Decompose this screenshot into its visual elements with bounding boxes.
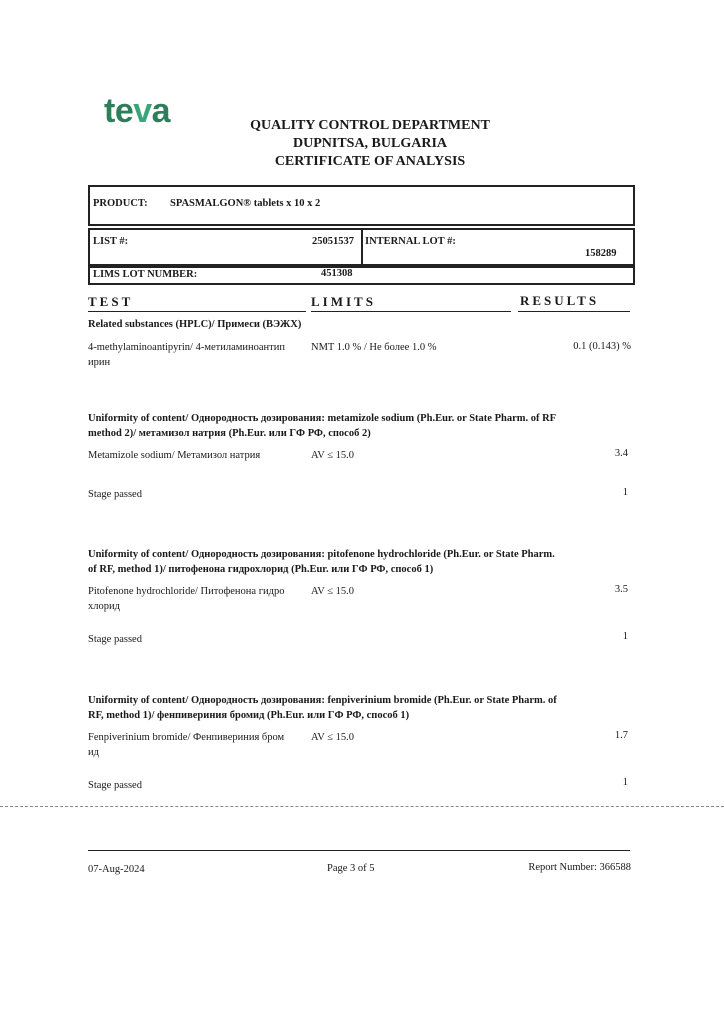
logo-text-c: a	[151, 92, 171, 130]
uniformity1-limit: AV ≤ 15.0	[311, 450, 355, 461]
lims-label: LIMS LOT NUMBER:	[93, 269, 198, 280]
internal-lot-value: 158289	[585, 248, 617, 259]
uniformity3-stage-label: Stage passed	[88, 780, 142, 791]
logo-text-a: te	[104, 92, 134, 130]
list-label: LIST #:	[93, 236, 129, 247]
uniformity1-name: Metamizole sodium/ Метамизол натрия	[88, 450, 261, 461]
product-label: PRODUCT:	[93, 198, 148, 209]
uniformity2-limit: AV ≤ 15.0	[311, 586, 355, 597]
uniformity1-result: 3.4	[614, 448, 628, 459]
related-result: 0.1 (0.143) %	[573, 341, 631, 352]
related-limit: NMT 1.0 % / Не более 1.0 %	[311, 342, 437, 353]
header-department: QUALITY CONTROL DEPARTMENT	[250, 118, 490, 133]
related-title: Related substances (HPLC)/ Примеси (ВЭЖХ)	[88, 319, 302, 330]
column-test: TEST	[88, 294, 134, 309]
footer-date: 07-Aug-2024	[88, 864, 145, 875]
internal-lot-label: INTERNAL LOT #:	[365, 236, 456, 247]
scan-divider-line	[0, 806, 724, 807]
list-value: 25051537	[312, 236, 354, 247]
list-divider	[361, 228, 363, 266]
uniformity3-result: 1.7	[614, 730, 628, 741]
lims-value: 451308	[321, 268, 353, 279]
column-test-underline	[88, 311, 306, 312]
uniformity2-name-line2: хлорид	[88, 601, 120, 612]
uniformity2-title-line2: of RF, method 1)/ питофенона гидрохлорид (Ph.Eur. или ГФ РФ, способ 1)	[88, 564, 434, 575]
uniformity1-stage-label: Stage passed	[88, 489, 142, 500]
uniformity2-stage-label: Stage passed	[88, 634, 142, 645]
uniformity3-title-line2: RF, method 1)/ фенпивериния бромид (Ph.Eur. или ГФ РФ, способ 1)	[88, 710, 410, 721]
column-limits-underline	[311, 311, 511, 312]
product-value: SPASMALGON® tablets x 10 x 2	[170, 198, 321, 209]
uniformity2-title-line1: Uniformity of content/ Однородность дозирования: pitofenone hydrochloride (Ph.Eur. or State Pharm.	[88, 549, 555, 560]
header-certificate-title: CERTIFICATE OF ANALYSIS	[274, 154, 466, 169]
logo-text-b: v	[133, 92, 152, 130]
column-results-underline	[518, 311, 630, 312]
uniformity3-name-line2: ид	[88, 747, 99, 758]
footer-page-number: Page 3 of 5	[327, 863, 375, 874]
footer-rule	[88, 850, 630, 851]
uniformity1-title-line2: method 2)/ метамизол натрия (Ph.Eur. или ГФ РФ, способ 2)	[88, 428, 371, 439]
uniformity2-result: 3.5	[614, 584, 628, 595]
column-limits: LIMITS	[311, 294, 376, 309]
column-results: RESULTS	[520, 293, 600, 308]
header-location: DUPNITSA, BULGARIA	[292, 136, 448, 151]
uniformity3-title-line1: Uniformity of content/ Однородность дозирования: fenpiverinium bromide (Ph.Eur. or State Pharm. of	[88, 695, 557, 706]
uniformity3-name-line1: Fenpiverinium bromide/ Фенпивериния бром	[88, 732, 285, 743]
uniformity2-stage-value: 1	[622, 631, 628, 642]
uniformity1-title-line1: Uniformity of content/ Однородность дозирования: metamizole sodium (Ph.Eur. or State Pharm. of RF	[88, 413, 557, 424]
uniformity2-name-line1: Pitofenone hydrochloride/ Питофенона гидро	[88, 586, 285, 597]
uniformity3-limit: AV ≤ 15.0	[311, 732, 355, 743]
uniformity1-stage-value: 1	[622, 487, 628, 498]
related-name-line2: ирин	[88, 357, 111, 368]
related-name-line1: 4-methylaminoantipyrin/ 4-метиламиноантип	[88, 342, 286, 353]
footer-report-number: Report Number: 366588	[528, 862, 631, 873]
uniformity3-stage-value: 1	[622, 777, 628, 788]
